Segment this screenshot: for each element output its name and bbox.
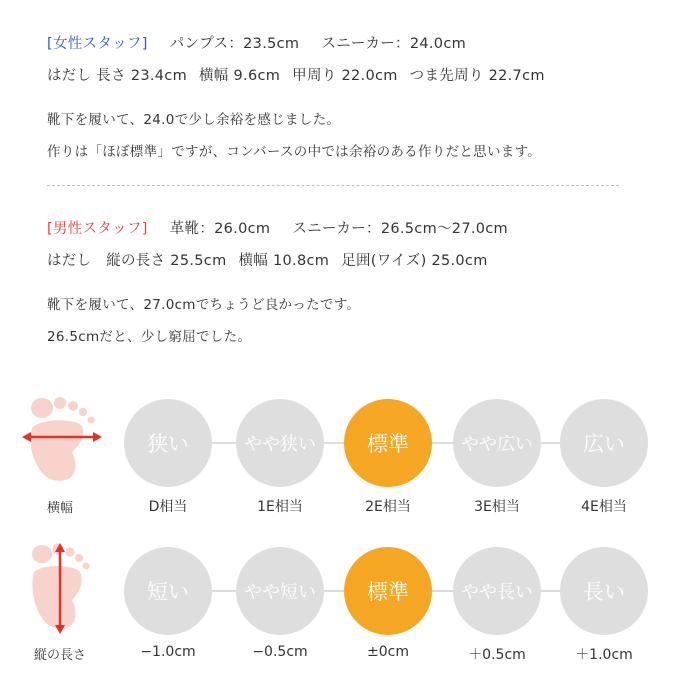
- length-scale-label: 縦の長さ: [33, 648, 86, 663]
- female-toe-girth: つま先周り 22.7cm: [409, 68, 545, 84]
- male-comment-2: 26.5cmだと、少し窮屈でした。: [47, 329, 252, 345]
- width-scale-option: 狭い: [124, 399, 212, 487]
- width-scale-option-caption: 3E相当: [474, 499, 520, 515]
- female-line-2: [47, 64, 545, 85]
- length-scale-option-caption: ±0cm: [367, 644, 409, 660]
- male-sneaker-size: スニーカー：26.5cm〜27.0cm: [292, 221, 508, 237]
- width-scale-option: 広い: [560, 399, 648, 487]
- width-scale-option-caption: 2E相当: [365, 499, 411, 515]
- male-girth: 足囲(ワイズ) 25.0cm: [341, 253, 488, 269]
- male-comment-1: 靴下を履いて、27.0cmでちょうど良かったです。: [47, 297, 361, 313]
- length-scale-option: やや長い: [453, 547, 541, 635]
- male-staff-tag: [男性スタッフ]: [47, 221, 148, 237]
- male-barefoot-length: はだし 縦の長さ 25.5cm: [47, 253, 227, 269]
- width-scale-option: やや狭い: [236, 399, 324, 487]
- female-comment-1: 靴下を履いて、24.0で少し余裕を感じました。: [47, 112, 341, 128]
- male-line-2: [47, 249, 488, 270]
- female-line-1: [47, 32, 466, 53]
- length-scale-option-caption: ＋0.5cm: [468, 647, 526, 663]
- length-scale-option: 長い: [560, 547, 648, 635]
- length-scale-option-caption: −0.5cm: [252, 644, 308, 660]
- width-scale-option: 標準: [344, 399, 432, 487]
- male-width: 横幅 10.8cm: [238, 253, 330, 269]
- male-line-1: [47, 217, 508, 238]
- female-instep: 甲周り 22.0cm: [292, 68, 398, 84]
- female-width: 横幅 9.6cm: [199, 68, 281, 84]
- female-staff-tag: [女性スタッフ]: [47, 36, 148, 52]
- female-pumps-size: パンプス：23.5cm: [169, 36, 300, 52]
- section-divider: [47, 185, 619, 186]
- width-scale-option-caption: 1E相当: [257, 499, 303, 515]
- width-scale-option: やや広い: [453, 399, 541, 487]
- foot-width-icon: [20, 394, 104, 486]
- female-sneaker-size: スニーカー：24.0cm: [321, 36, 467, 52]
- length-scale-option: 短い: [124, 547, 212, 635]
- female-comment-2: 作りは「ほぼ標準」ですが、コンバースの中では余裕のある作りだと思います。: [47, 144, 542, 160]
- width-scale-option-caption: 4E相当: [581, 499, 627, 515]
- length-scale-option-caption: ＋1.0cm: [575, 647, 633, 663]
- width-scale-option-caption: D相当: [148, 499, 188, 515]
- foot-length-icon: [24, 540, 100, 636]
- male-leather-size: 革靴：26.0cm: [169, 221, 271, 237]
- length-scale-option: 標準: [344, 547, 432, 635]
- length-scale-option-caption: −1.0cm: [140, 644, 196, 660]
- length-scale-option: やや短い: [236, 547, 324, 635]
- female-barefoot-length: はだし 長さ 23.4cm: [47, 68, 187, 84]
- width-scale-label: 横幅: [46, 501, 73, 516]
